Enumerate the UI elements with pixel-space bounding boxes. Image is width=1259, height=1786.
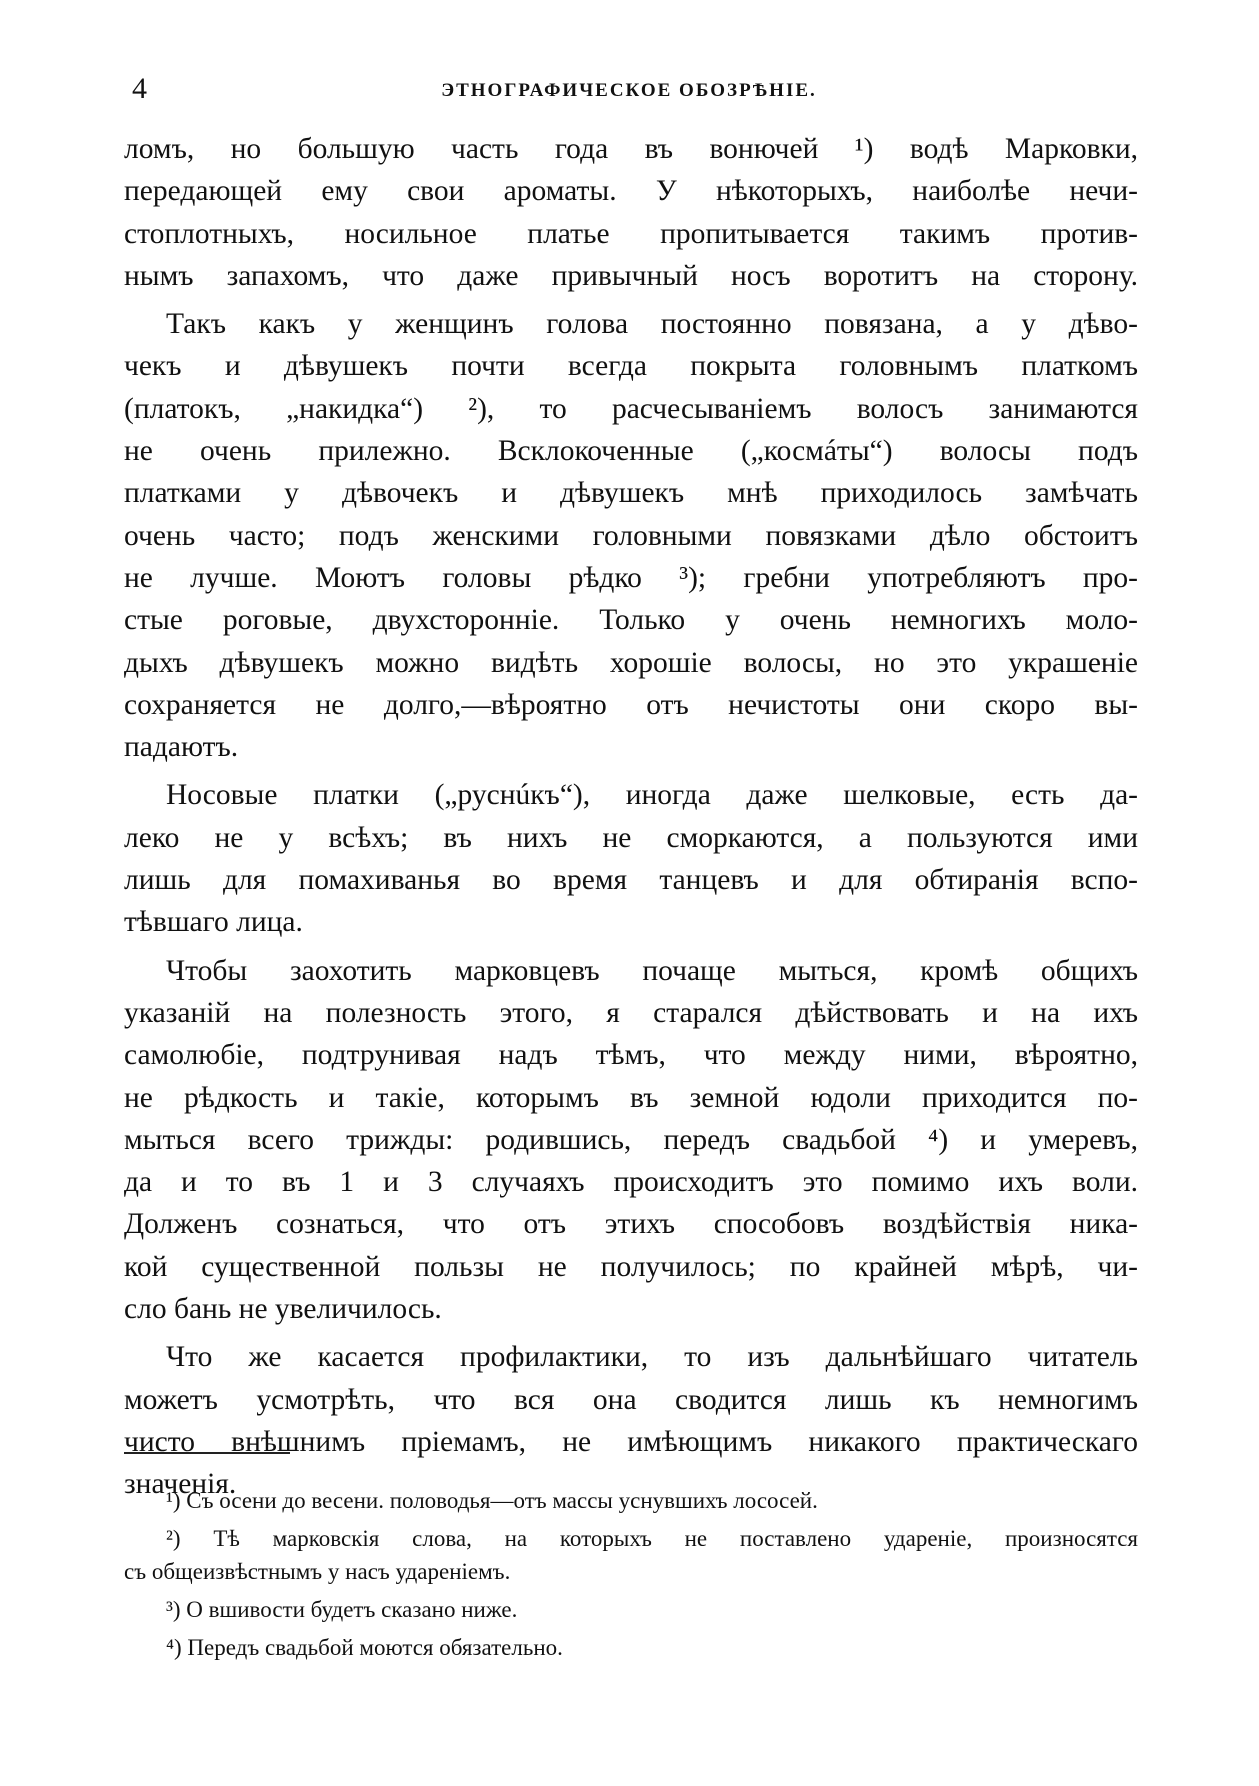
text-line: Что же касается профилактики, то изъ дальнѣйшаго читатель bbox=[166, 1341, 1138, 1374]
footnote-line: ⁴) Передъ свадьбой моются обязательно. bbox=[166, 1635, 563, 1660]
text-line: Такъ какъ у женщинъ голова постоянно повязана, а у дѣво- bbox=[166, 308, 1138, 341]
text-line: дыхъ дѣвушекъ можно видѣть хорошіе волосы, но это украшеніе bbox=[124, 646, 1138, 679]
text-line: сло бань не увеличилось. bbox=[124, 1293, 442, 1326]
text-line: Носовые платки („руснúкъ“), иногда даже шелковые, есть да- bbox=[166, 779, 1138, 812]
text-line: указаній на полезность этого, я старался дѣйствовать и на ихъ bbox=[124, 996, 1138, 1029]
text-line: платками у дѣвочекъ и дѣвушекъ мнѣ приходилось замѣчать bbox=[124, 477, 1138, 510]
footnote-line: ²) Тѣ марковскія слова, на которыхъ не поставлено удареніе, произносятся bbox=[166, 1526, 1138, 1551]
text-line: не лучше. Моютъ головы рѣдко ³); гребни употребляютъ про- bbox=[124, 561, 1138, 594]
text-line: самолюбіе, подтрунивая надъ тѣмъ, что между ними, вѣроятно, bbox=[124, 1039, 1138, 1072]
text-line: сохраняется не долго,—вѣроятно отъ нечистоты они скоро вы- bbox=[124, 688, 1138, 721]
text-line: значенія. bbox=[124, 1468, 237, 1501]
text-line: не очень прилежно. Всклокоченные („космáты“) волосы подъ bbox=[124, 435, 1138, 468]
footnote-line: съ общеизвѣстнымъ у насъ удареніемъ. bbox=[124, 1559, 511, 1584]
paragraph-3 bbox=[124, 774, 1138, 943]
footnote-divider bbox=[124, 1452, 290, 1454]
text-line: ломъ, но большую часть года въ вонючей ¹) водѣ Марковки, bbox=[124, 133, 1138, 165]
text-line: нымъ запахомъ, что даже привычный носъ воротитъ на сторону. bbox=[124, 259, 1138, 292]
text-line: можетъ усмотрѣть, что вся она сводится лишь къ немногимъ bbox=[124, 1383, 1138, 1416]
text-line: стые роговые, двухсторонніе. Только у очень немногихъ моло- bbox=[124, 604, 1138, 637]
text-line: леко не у всѣхъ; въ нихъ не сморкаются, а пользуются ими bbox=[124, 821, 1138, 854]
paragraph-5 bbox=[124, 1336, 1138, 1505]
footnote-line: ¹) Съ осени до весени. половодья—отъ массы уснувшихъ лососей. bbox=[166, 1488, 818, 1513]
text-line: чекъ и дѣвушекъ почти всегда покрыта головнымъ платкомъ bbox=[124, 350, 1138, 383]
footnote-1 bbox=[124, 1484, 1138, 1517]
text-line: передающей ему свои ароматы. У нѣкоторыхъ, наиболѣе нечи- bbox=[124, 175, 1138, 208]
text-line: очень часто; подъ женскими головными повязками дѣло обстоитъ bbox=[124, 519, 1138, 552]
text-line: кой существенной пользы не получилось; по крайней мѣрѣ, чи- bbox=[124, 1250, 1138, 1283]
footnote-3 bbox=[124, 1593, 1138, 1626]
text-line: тѣвшаго лица. bbox=[124, 906, 303, 939]
footnotes bbox=[124, 1484, 1138, 1669]
text-line: не рѣдкость и такіе, которымъ въ земной юдоли приходится по- bbox=[124, 1081, 1138, 1114]
text-line: падаютъ. bbox=[124, 731, 239, 764]
footnote-4 bbox=[124, 1631, 1138, 1664]
running-head bbox=[120, 72, 1138, 112]
text-line: Долженъ сознаться, что отъ этихъ способовъ воздѣйствія ника- bbox=[124, 1208, 1138, 1241]
text-line: чисто внѣшнимъ пріемамъ, не имѣющимъ никакого практическаго bbox=[124, 1425, 1138, 1458]
page-number: 4 bbox=[132, 72, 147, 105]
paragraph-2 bbox=[124, 303, 1138, 768]
text-line: лишь для помахиванья во время танцевъ и для обтиранія вспо- bbox=[124, 864, 1138, 897]
footnote-2 bbox=[124, 1522, 1138, 1588]
paragraph-1 bbox=[124, 128, 1138, 297]
journal-title: ЭТНОГРАФИЧЕСКОЕ ОБОЗРѢНІЕ. bbox=[441, 80, 817, 101]
text-line: (платокъ, „накидка“) ²), то расчесываніемъ волосъ занимаются bbox=[124, 392, 1138, 425]
text-line: Чтобы заохотить марковцевъ почаще мыться, кромѣ общихъ bbox=[166, 954, 1138, 987]
body-text bbox=[124, 128, 1138, 1512]
text-line: да и то въ 1 и 3 случаяхъ происходитъ это помимо ихъ воли. bbox=[124, 1166, 1138, 1199]
paragraph-4 bbox=[124, 950, 1138, 1331]
text-line: стоплотныхъ, носильное платье пропитывается такимъ против- bbox=[124, 217, 1138, 250]
text-line: мыться всего трижды: родившись, передъ свадьбой ⁴) и умеревъ, bbox=[124, 1123, 1138, 1156]
footnote-line: ³) О вшивости будетъ сказано ниже. bbox=[166, 1597, 518, 1622]
